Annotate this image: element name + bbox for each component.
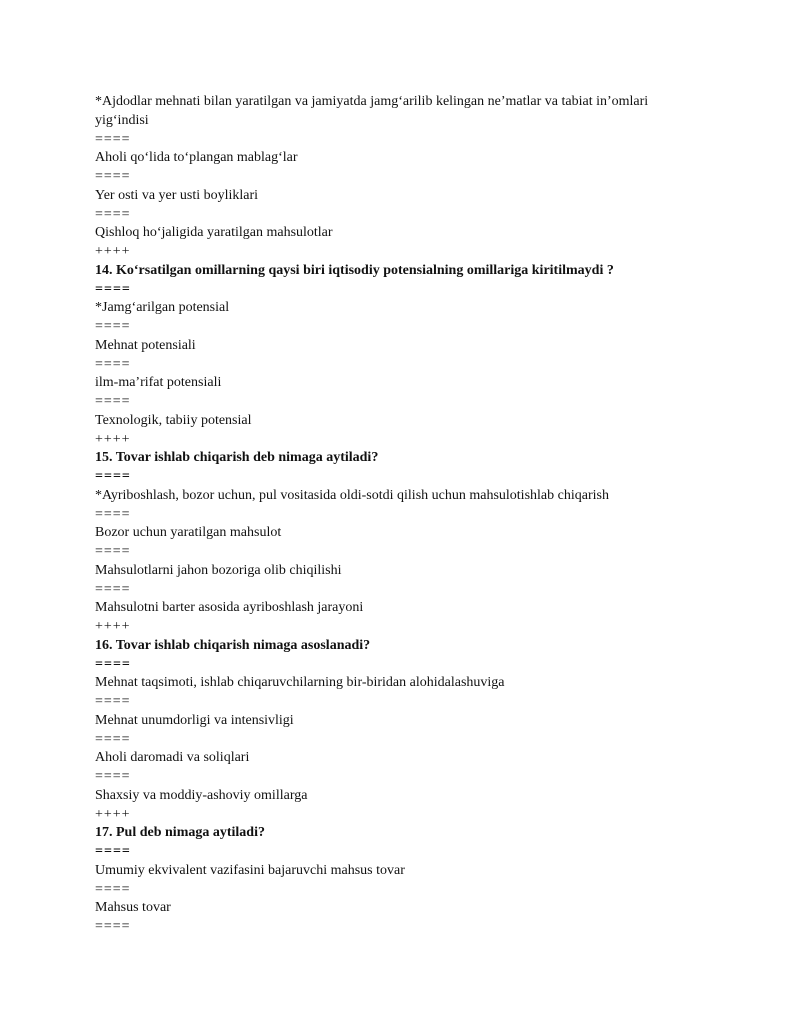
answer-option: *Ajdodlar mehnati bilan yaratilgan va jamiyatda jamg‘arilib kelingan ne’matlar va tabiat in’omlari yig‘indisi: [95, 94, 649, 128]
separator-line: ====: [95, 169, 131, 184]
separator-line: ====: [95, 469, 131, 484]
question-end-marker: ++++: [95, 431, 131, 447]
answer-option: Yer osti va yer usti boyliklari: [95, 187, 259, 203]
separator-line: ====: [95, 769, 131, 784]
separator-line: ====: [95, 694, 131, 709]
separator-line: ====: [95, 581, 131, 597]
separator-line: ====: [95, 656, 131, 672]
separator-line: ====: [95, 731, 131, 747]
answer-option: Umumiy ekvivalent vazifasini bajaruvchi mahsus tovar: [95, 862, 405, 878]
answer-option: Aholi qo‘lida to‘plangan mablag‘lar: [95, 150, 298, 166]
question-end-marker: ++++: [95, 244, 131, 259]
answer-option: Qishloq ho‘jaligida yaratilgan mahsulotlar: [95, 225, 333, 241]
answer-option: Mahsulotlarni jahon bozoriga olib chiqilishi: [95, 562, 342, 578]
separator-line: ====: [95, 131, 131, 147]
answer-option: Mahsulotni barter asosida ayriboshlash jarayoni: [95, 600, 364, 616]
answer-option: Bozor uchun yaratilgan mahsulot: [95, 525, 282, 541]
separator-line: ====: [95, 319, 131, 334]
separator-line: ====: [95, 844, 131, 859]
answer-option: Aholi daromadi va soliqlari: [95, 750, 250, 766]
answer-option: Mehnat potensiali: [95, 337, 196, 353]
answer-option: *Jamg‘arilgan potensial: [95, 300, 230, 316]
separator-line: ====: [95, 919, 131, 934]
question-end-marker: ++++: [95, 806, 131, 822]
separator-line: ====: [95, 206, 131, 222]
document-page: [95, 93, 695, 937]
question-heading: 17. Pul deb nimaga aytiladi?: [95, 825, 265, 841]
answer-option: Mehnat taqsimoti, ishlab chiqaruvchilarning bir-biridan alohidalashuviga: [95, 675, 505, 691]
answer-option: Mehnat unumdorligi va intensivligi: [95, 712, 294, 728]
separator-line: ====: [95, 881, 131, 897]
answer-option: Texnologik, tabiiy potensial: [95, 412, 252, 428]
question-heading: 14. Ko‘rsatilgan omillarning qaysi biri iqtisodiy potensialning omillariga kiritilmaydi ?: [95, 262, 614, 278]
question-end-marker: ++++: [95, 619, 131, 634]
separator-line: ====: [95, 356, 131, 372]
separator-line: ====: [95, 281, 131, 297]
question-heading: 15. Tovar ishlab chiqarish deb nimaga aytiladi?: [95, 450, 379, 466]
answer-option: *Ayriboshlash, bozor uchun, pul vositasida oldi-sotdi qilish uchun mahsulotishlab chiqarish: [95, 487, 609, 503]
separator-line: ====: [95, 506, 131, 522]
answer-option: Mahsus tovar: [95, 900, 171, 916]
answer-option: ilm-ma’rifat potensiali: [95, 375, 222, 391]
separator-line: ====: [95, 544, 131, 559]
question-heading: 16. Tovar ishlab chiqarish nimaga asoslanadi?: [95, 637, 371, 653]
answer-option: Shaxsiy va moddiy-ashoviy omillarga: [95, 787, 308, 803]
separator-line: ====: [95, 394, 131, 409]
